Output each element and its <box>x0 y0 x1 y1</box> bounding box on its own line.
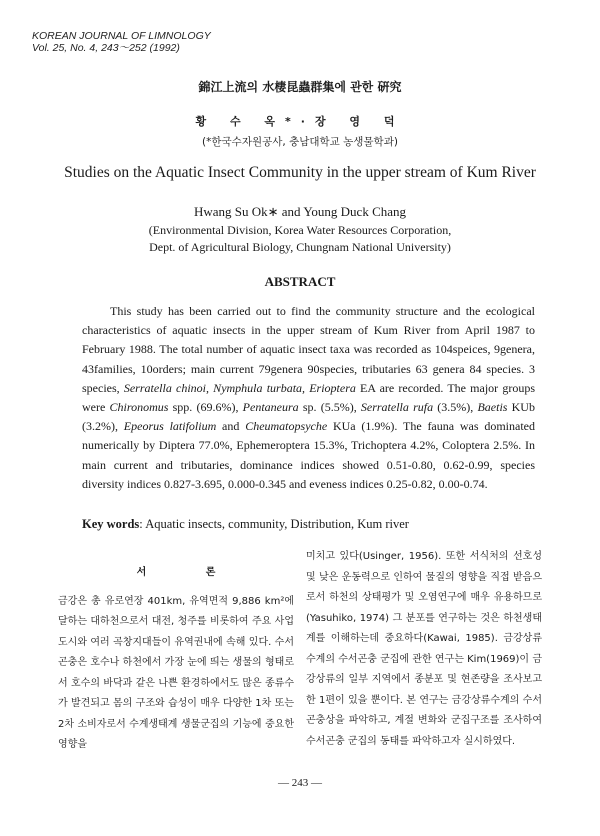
left-column-text: 금강은 총 유로연장 401km, 유역면적 9,886 km²에 달하는 대하천으로서 대전, 청주를 비롯하여 주요 사업도시와 여러 곡창지대들이 유역권내에 속해 있다. 수서곤충은 호수나 하천에서 가장 눈에 띄는 생물의 형태로서 호수의 바닥과 같은 나쁜 환경하에서도 많은 종류수가 발견되고 몸의 구조와 습성이 매우 다양한 1차 또는 2차 소비자로서 수계생태계 생물군집의 기능에 중요한 영향을 <box>58 595 294 750</box>
keywords <box>82 517 409 532</box>
english-affiliation <box>0 222 600 256</box>
abstract-text: This study has been carried out to find the community structure and the ecological characteristics of aquatic insects in the upper stream of Kum River from April 1987 to February 1988. The total number of aquatic insect taxa was recorded as 104speices, 9genera, 43families, 10orders; main current 79genera 90species, tributaries 63 genera 84 species. 3 species, <box>82 304 535 395</box>
abstract-text: and <box>216 419 246 434</box>
abstract-paragraph <box>82 302 535 494</box>
species-name: Epeorus latifolium <box>123 419 217 434</box>
species-name: Chironomus <box>109 400 169 415</box>
keywords-text: : Aquatic insects, community, Distribution, Kum river <box>139 517 409 531</box>
section-heading: 서 론 <box>136 567 244 578</box>
journal-volume: Vol. 25, No. 4, 243～252 (1992) <box>32 42 180 54</box>
journal-name: KOREAN JOURNAL OF LIMNOLOGY <box>32 30 211 42</box>
species-name: Baetis <box>477 400 508 415</box>
english-title: Studies on the Aquatic Insect Community in the upper stream of Kum River <box>64 164 536 181</box>
affiliation-line-2: Dept. of Agricultural Biology, Chungnam National University) <box>149 240 451 254</box>
abstract-text: KUb (3.2%), <box>82 400 535 434</box>
english-authors: Hwang Su Ok∗ and Young Duck Chang <box>193 204 407 219</box>
affiliation-line-1: (Environmental Division, Korea Water Resources Corporation, <box>148 223 452 237</box>
journal-header <box>32 30 211 54</box>
abstract-text: spp. (69.6%), <box>168 400 243 415</box>
keywords-label: Key words <box>82 517 140 531</box>
page-number: — 243 — <box>278 777 322 789</box>
abstract-body <box>82 302 535 494</box>
right-column-text: 미치고 있다(Usinger, 1956). 또한 서식처의 선호성 및 낮은 운동력으로 인하여 물질의 영향을 직접 받음으로서 하천의 상태평가 및 오염연구에 매우 유용하므로(Yasuhiko, 1974) 그 분포를 연구하는 것은 하천생태계를 이해하는데 중요하다(Kawai, 1985). 금강상류수계의 수서곤충 군집에 관한 연구는 Kim(1969)이 금강상류의 일부 지역에서 종분포 및 현존량을 조사보고한 1편이 있을 뿐이다. 본 연구는 금강상류수계의 수서곤충상을 파악하고, 계절 변화와 군집구조를 조사하여 수서곤충 군집의 동태를 파악하고자 실시하였다. <box>306 551 542 747</box>
abstract-text: KUa (1.9%). The fauna was dominated numerically by Diptera 77.0%, Ephemeroptera 15.3%, Trichoptera 4.2%, Coloptera 2.5%. In main current and tributaries, dominance indices showed 0.51-0.80, 0.62-0.99, species diversity indices 0.827-3.695, 0.000-0.345 and eveness indices 0.25-0.82, 0.00-0.74. <box>82 419 535 491</box>
species-name: Pentaneura <box>242 400 299 415</box>
korean-affiliation: (*한국수자원공사, 충남대학교 농생물학과) <box>202 136 398 148</box>
species-name: Cheumatopsyche <box>245 419 328 434</box>
abstract-text: EA are recorded. The major groups were <box>82 380 535 415</box>
abstract-text: sp. (5.5%), <box>298 400 361 415</box>
right-column <box>306 547 542 752</box>
korean-authors: 황 수 옥*·장 영 덕 <box>195 115 405 128</box>
abstract-text: (3.5%), <box>433 400 478 415</box>
korean-title: 錦江上流의 水棲昆蟲群集에 관한 硏究 <box>198 80 402 94</box>
species-name: Serratella rufa <box>360 400 434 415</box>
abstract-heading: ABSTRACT <box>264 274 336 289</box>
left-column <box>58 547 294 756</box>
species-name: Serratella chinoi, Nymphula turbata, Erioptera <box>123 380 356 395</box>
